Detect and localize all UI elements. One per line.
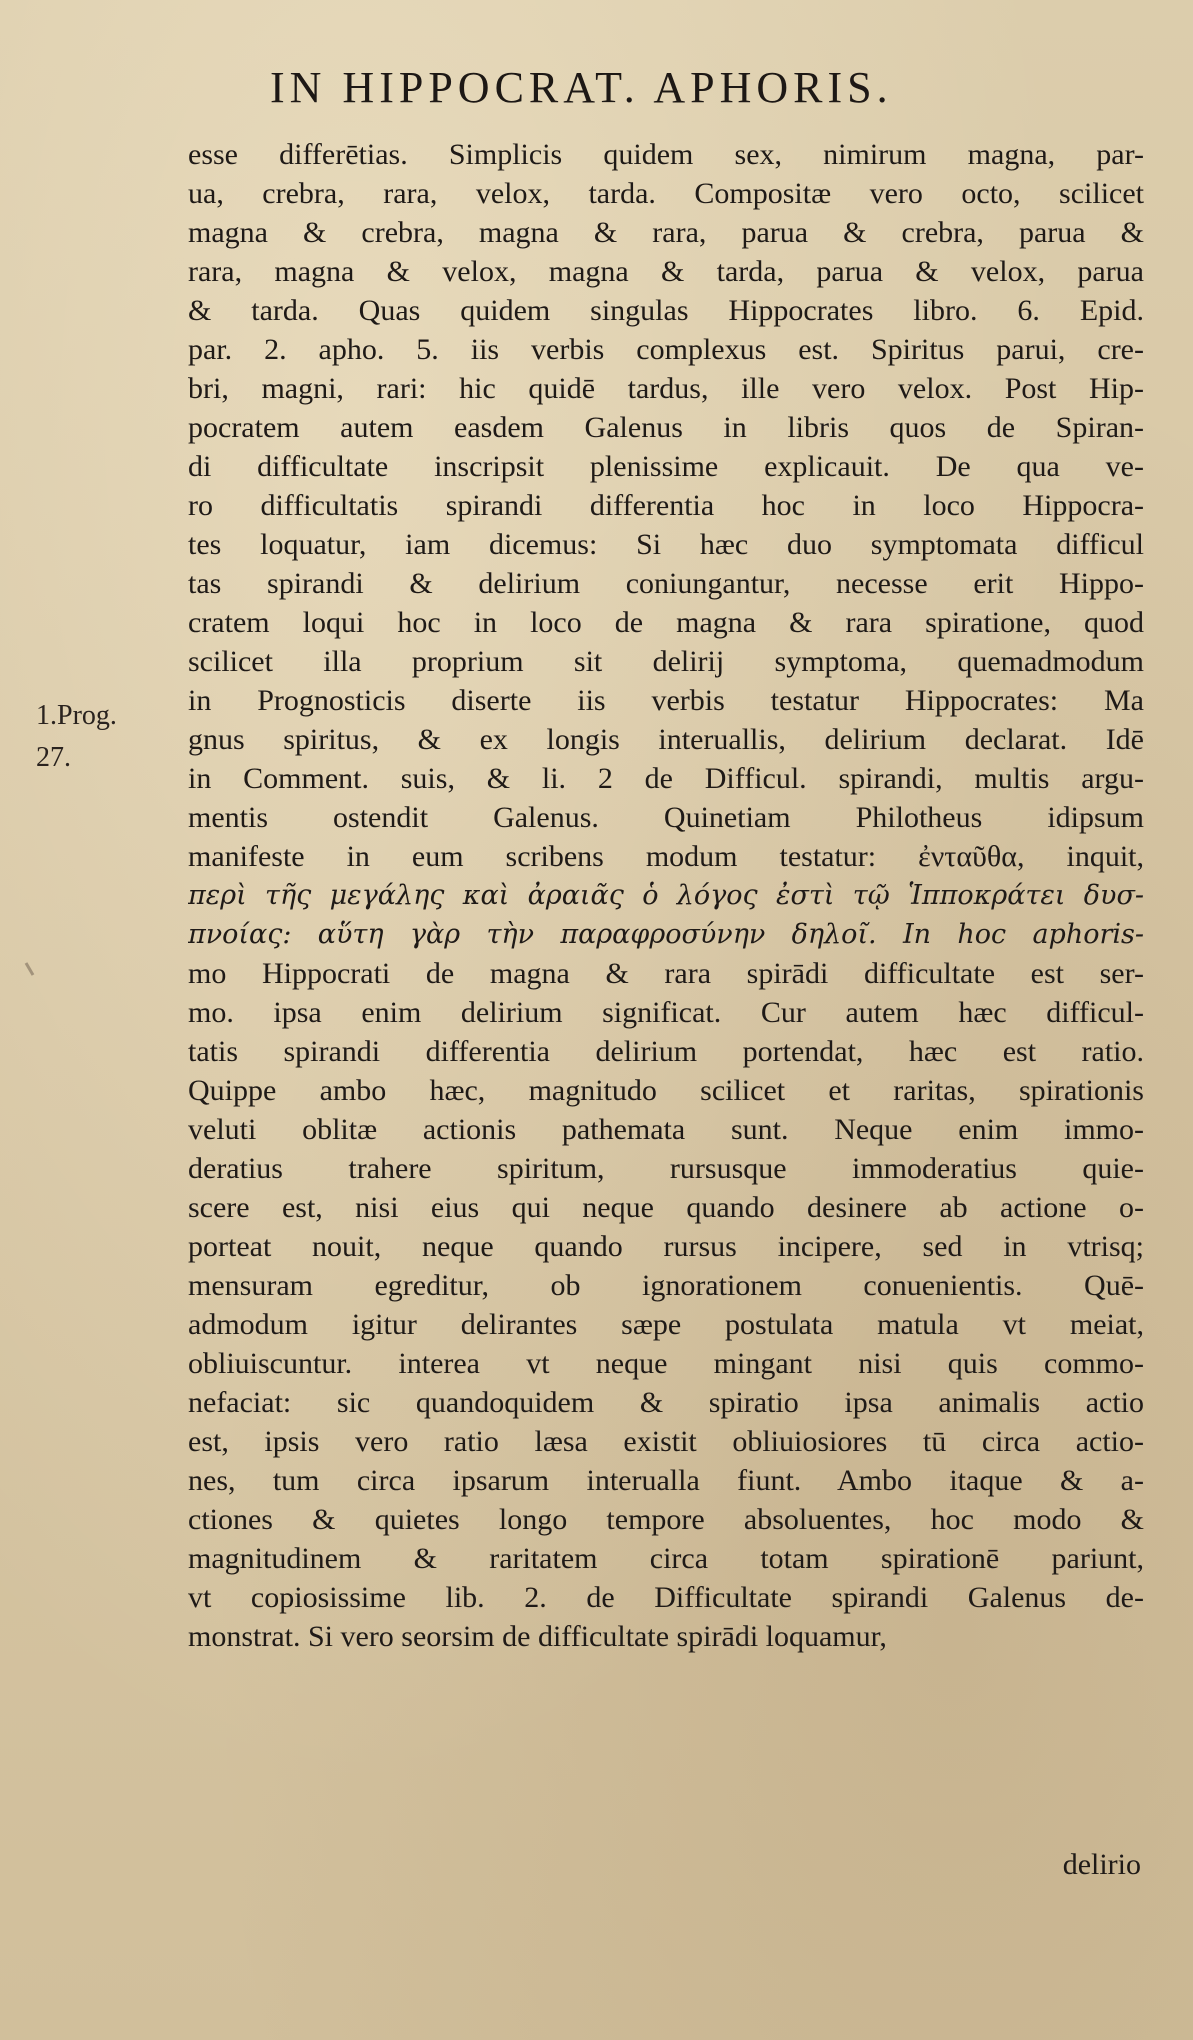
text-line: in Comment. suis, & li. 2 de Difficul. spirandi, multis argu- <box>188 762 1144 795</box>
text-line: scilicet illa proprium sit delirij symptoma, quemadmodum <box>188 645 1144 678</box>
text-line: veluti oblitæ actionis pathemata sunt. Neque enim immo- <box>188 1113 1144 1146</box>
text-line: di difficultate inscripsit plenissime explicauit. De qua ve- <box>188 450 1144 483</box>
text-line: Quippe ambo hæc, magnitudo scilicet et raritas, spirationis <box>188 1074 1144 1107</box>
text-line: & tarda. Quas quidem singulas Hippocrates libro. 6. Epid. <box>188 294 1144 327</box>
text-line: magna & crebra, magna & rara, parua & crebra, parua & <box>188 216 1144 249</box>
text-line: tes loquatur, iam dicemus: Si hæc duo symptomata difficul <box>188 528 1144 561</box>
text-line: vt copiosissime lib. 2. de Difficultate spirandi Galenus de- <box>188 1581 1144 1614</box>
text-line: rara, magna & velox, magna & tarda, parua & velox, parua <box>188 255 1144 288</box>
text-line: ctiones & quietes longo tempore absoluentes, hoc modo & <box>188 1503 1144 1536</box>
text-line: esse differētias. Simplicis quidem sex, nimirum magna, par- <box>188 138 1144 171</box>
greek-text-line: πνοίας: αὕτη γὰρ τὴν παραφροσύνην δηλοῖ. In hoc aphoris- <box>188 919 1144 950</box>
text-line: in Prognosticis diserte iis verbis testatur Hippocrates: Ma <box>188 684 1144 717</box>
text-line: par. 2. apho. 5. iis verbis complexus est. Spiritus parui, cre- <box>188 333 1144 366</box>
text-line: pocratem autem easdem Galenus in libris quos de Spiran- <box>188 411 1144 444</box>
text-line: nefaciat: sic quandoquidem & spiratio ipsa animalis actio <box>188 1386 1144 1419</box>
text-line: nes, tum circa ipsarum interualla fiunt. Ambo itaque & a- <box>188 1464 1144 1497</box>
text-line: est, ipsis vero ratio læsa existit obliuiosiores tū circa actio- <box>188 1425 1144 1458</box>
text-line: ro difficultatis spirandi differentia hoc in loco Hippocra- <box>188 489 1144 522</box>
text-line: mentis ostendit Galenus. Quinetiam Philotheus idipsum <box>188 801 1144 834</box>
text-line: mensuram egreditur, ob ignorationem conuenientis. Quē- <box>188 1269 1144 1302</box>
text-line: tatis spirandi differentia delirium portendat, hæc est ratio. <box>188 1035 1144 1068</box>
text-line: magnitudinem & raritatem circa totam spirationē pariunt, <box>188 1542 1144 1575</box>
margin-ink-mark <box>25 962 35 976</box>
text-line: deratius trahere spiritum, rursusque immoderatius quie- <box>188 1152 1144 1185</box>
margin-reference-line1: 1.Prog. <box>36 700 117 731</box>
text-line: admodum igitur delirantes sæpe postulata matula vt meiat, <box>188 1308 1144 1341</box>
catchword: delirio <box>1062 1848 1141 1881</box>
text-line: ua, crebra, rara, velox, tarda. Compositæ vero octo, scilicet <box>188 177 1144 210</box>
text-line: mo Hippocrati de magna & rara spirādi difficultate est ser- <box>188 957 1144 990</box>
text-line: tas spirandi & delirium coniungantur, necesse erit Hippo- <box>188 567 1144 600</box>
text-line: porteat nouit, neque quando rursus incipere, sed in vtrisq; <box>188 1230 1144 1263</box>
text-line: obliuiscuntur. interea vt neque mingant nisi quis commo- <box>188 1347 1144 1380</box>
text-line: gnus spiritus, & ex longis interuallis, delirium declarat. Idē <box>188 723 1144 756</box>
text-line: cratem loqui hoc in loco de magna & rara spiratione, quod <box>188 606 1144 639</box>
text-line: monstrat. Si vero seorsim de difficultate spirādi loquamur, <box>188 1620 887 1653</box>
text-line: scere est, nisi eius qui neque quando desinere ab actione o- <box>188 1191 1144 1224</box>
text-line: bri, magni, rari: hic quidē tardus, ille vero velox. Post Hip- <box>188 372 1144 405</box>
margin-reference-line2: 27. <box>36 742 71 773</box>
main-text-block <box>188 135 1144 1656</box>
text-line: mo. ipsa enim delirium significat. Cur autem hæc difficul- <box>188 996 1144 1029</box>
running-title: IN HIPPOCRAT. APHORIS. <box>270 63 893 112</box>
greek-text-line: περὶ τῆς μεγάλης καὶ ἀραιᾶς ὁ λόγος ἐστὶ τῷ Ἱπποκράτει δυσ- <box>188 880 1144 911</box>
text-line: manifeste in eum scribens modum testatur: ἐνταῦθα, inquit, <box>188 840 1144 873</box>
